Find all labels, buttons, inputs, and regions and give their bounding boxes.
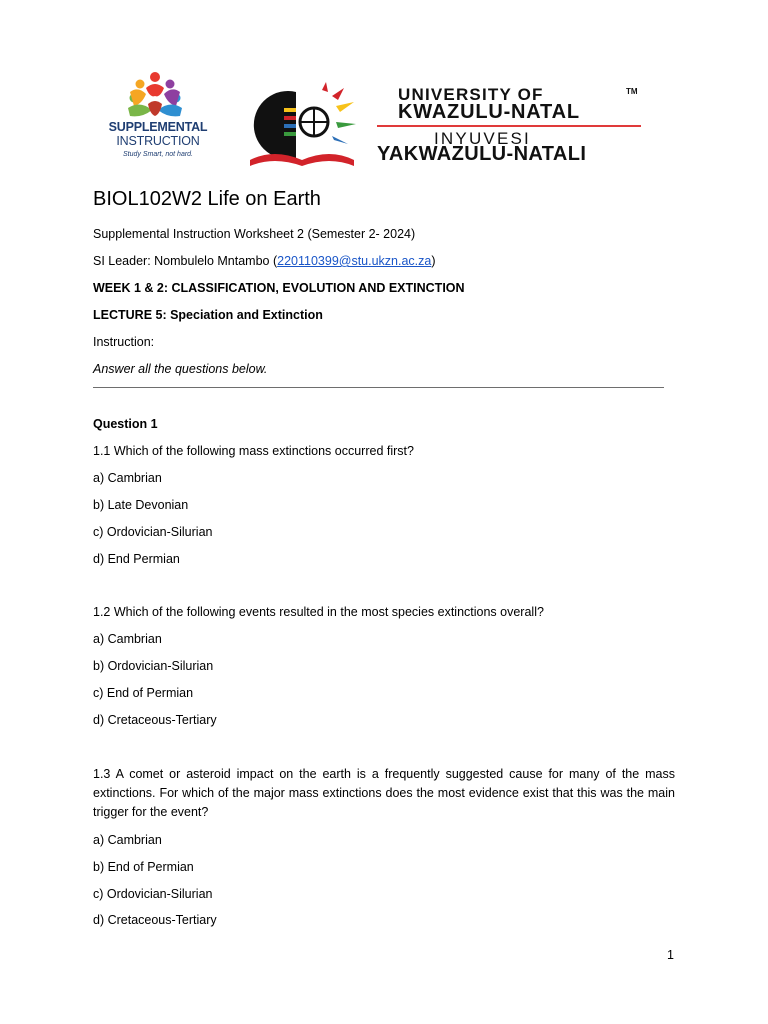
- si-logo-tagline: Study Smart, not hard.: [122, 151, 194, 158]
- section-divider: [93, 387, 664, 388]
- ukzn-logo-line1: UNIVERSITY OF: [398, 85, 544, 104]
- question-1-1-option-d: d) End Permian: [93, 552, 180, 566]
- question-1-1-option-c: c) Ordovician-Silurian: [93, 525, 213, 539]
- worksheet-subtitle: Supplemental Instruction Worksheet 2 (Semester 2- 2024): [93, 227, 416, 241]
- question-1-3-text: 1.3 A comet or asteroid impact on the earth is a frequently suggested cause for many of the mass extinctions. For which of the major mass extinctions does the most evidence exist that this was the main trigger for the event?: [93, 767, 675, 819]
- question-1-3-option-b: b) End of Permian: [93, 860, 194, 874]
- si-leader-prefix: SI Leader: Nombulelo Mntambo (: [93, 254, 278, 268]
- ukzn-logo-trademark: TM: [626, 87, 638, 96]
- question-1-3-option-a: a) Cambrian: [93, 833, 162, 847]
- si-logo-name-line1: SUPPLEMENTAL: [108, 120, 208, 134]
- question-1-1-text: 1.1 Which of the following mass extinctions occurred first?: [93, 444, 414, 458]
- si-leader-email-link[interactable]: 220110399@stu.ukzn.ac.za: [277, 254, 432, 268]
- si-leader-suffix: ): [431, 254, 436, 268]
- question-1-2-option-c: c) End of Permian: [93, 686, 194, 700]
- question-1-2-option-d: d) Cretaceous-Tertiary: [93, 713, 217, 727]
- week-heading: WEEK 1 & 2: CLASSIFICATION, EVOLUTION AND EXTINCTION: [93, 281, 465, 295]
- instruction-label: Instruction:: [93, 335, 155, 349]
- supplemental-instruction-logo: [96, 70, 220, 165]
- question-1-2-option-b: b) Ordovician-Silurian: [93, 659, 214, 673]
- question-1-2-option-a: a) Cambrian: [93, 632, 162, 646]
- page-number: 1: [667, 948, 674, 962]
- page-title: BIOL102W2 Life on Earth: [93, 188, 321, 210]
- si-logo-name-line2: INSTRUCTION: [116, 134, 200, 148]
- si-people-icon: [120, 70, 190, 120]
- ukzn-logo-line3: INYUVESI: [434, 129, 531, 148]
- question-1-3-option-c: c) Ordovician-Silurian: [93, 887, 213, 901]
- question-1-1-option-b: b) Late Devonian: [93, 498, 189, 512]
- lecture-heading: LECTURE 5: Speciation and Extinction: [93, 308, 323, 322]
- ukzn-emblem-icon: [246, 82, 358, 168]
- ukzn-logo-divider: [377, 125, 641, 127]
- question-heading: Question 1: [93, 417, 158, 431]
- question-1-3-option-d: d) Cretaceous-Tertiary: [93, 913, 217, 927]
- question-1-2-text: 1.2 Which of the following events resulted in the most species extinctions overall?: [93, 605, 544, 619]
- si-leader-line: [93, 253, 436, 269]
- question-1-1-option-a: a) Cambrian: [93, 471, 162, 485]
- ukzn-logo-line4: YAKWAZULU-NATALI: [377, 143, 587, 165]
- instruction-text: Answer all the questions below.: [93, 362, 268, 376]
- ukzn-logo-line2: KWAZULU-NATAL: [398, 101, 580, 123]
